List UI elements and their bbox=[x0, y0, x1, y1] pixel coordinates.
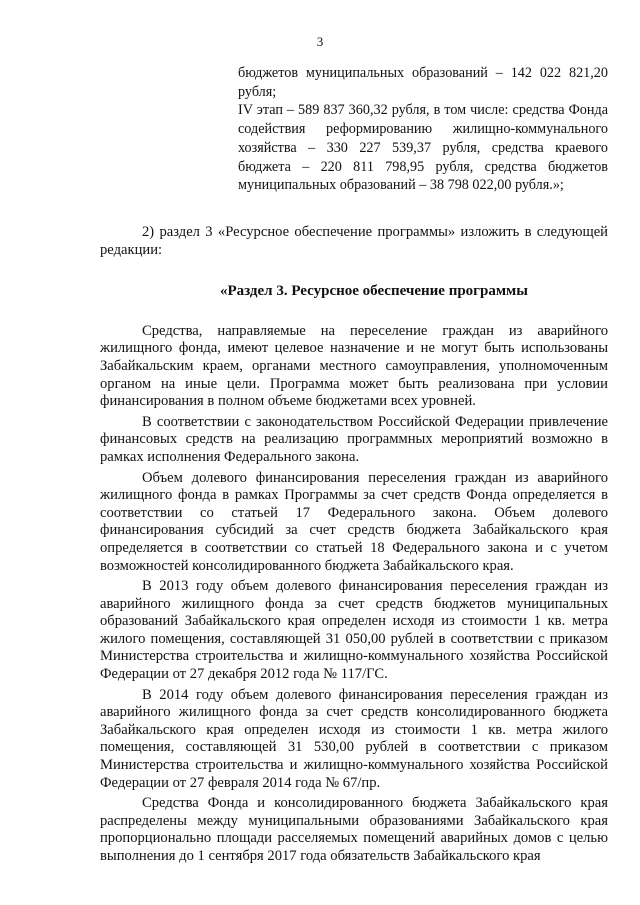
paragraph-distribution: Средства Фонда и консолидированного бюджета Забайкальского края распределены между муниципальными образованиями Забайкальского края пропорционально площади расселяемых помещений аварийных домов с целью выполнения до 1 сентября 2017 года обязательств Забайкальского края bbox=[100, 795, 608, 864]
paragraph-legislation: В соответствии с законодательством Российской Федерации привлечение финансовых средств на реализацию программных мероприятий возможно в рамках исполнения Федерального закона. bbox=[100, 413, 608, 465]
funding-stage-iv: IV этап – 589 837 360,32 рубля, в том числе: средства Фонда содействия реформированию жилищно-коммунального хозяйства – 330 227 539,37 рубля, средства краевого бюджета – 220 811 798,95 рубля, средства бюджетов муниципальных образований – 38 798 022,00 рубля.»; bbox=[238, 102, 608, 194]
paragraph-purpose: Средства, направляемые на переселение граждан из аварийного жилищного фонда, имеют целевое назначение и не могут быть использованы Забайкальским краем, органами местного самоуправления, уполномоченным органом на иные цели. Программа может быть реализована при условии финансирования в полном объеме бюджетами всех уровней. bbox=[100, 322, 608, 410]
paragraph-2014: В 2014 году объем долевого финансирования переселения граждан из аварийного жилищного фонда за счет средств консолидированного бюджета Забайкальского края определен исходя из стоимости 1 кв. метра жилого помещения, составляющей 31 530,00 рублей в соответствии с приказом Министерства строительства и жилищно-коммунального хозяйства Российской Федерации от 27 февраля 2014 года № 67/пр. bbox=[100, 686, 608, 791]
paragraph-2013: В 2013 году объем долевого финансирования переселения граждан из аварийного жилищного фонда за счет средств бюджетов муниципальных образований Забайкальского края определен исходя из стоимости 1 кв. метра жилого помещения, составляющей 31 050,00 рублей в соответствии с приказом Министерства строительства и жилищно-коммунального хозяйства Российской Федерации от 27 декабря 2012 года № 117/ГС. bbox=[100, 578, 608, 683]
continued-funding-block bbox=[238, 64, 608, 195]
paragraph-share-financing: Объем долевого финансирования переселения граждан из аварийного жилищного фонда в рамках Программы за счет средств Фонда определяется в соответствии со статьей 17 Федерального закона. Объем долевого финансирования субсидий за счет средств бюджета Забайкальского края определяется в соответствии со статьей 18 Федерального закона и с учетом возможностей консолидированного бюджета Забайкальского края. bbox=[100, 469, 608, 574]
funding-line-municipal: бюджетов муниципальных образований – 142 022 821,20 рубля; bbox=[238, 65, 608, 100]
amendment-item-2: 2) раздел 3 «Ресурсное обеспечение программы» изложить в следующей редакции: bbox=[100, 224, 608, 258]
page-number: 3 bbox=[316, 34, 324, 49]
section-heading: «Раздел 3. Ресурсное обеспечение программы bbox=[220, 283, 528, 300]
document-body bbox=[100, 224, 608, 866]
